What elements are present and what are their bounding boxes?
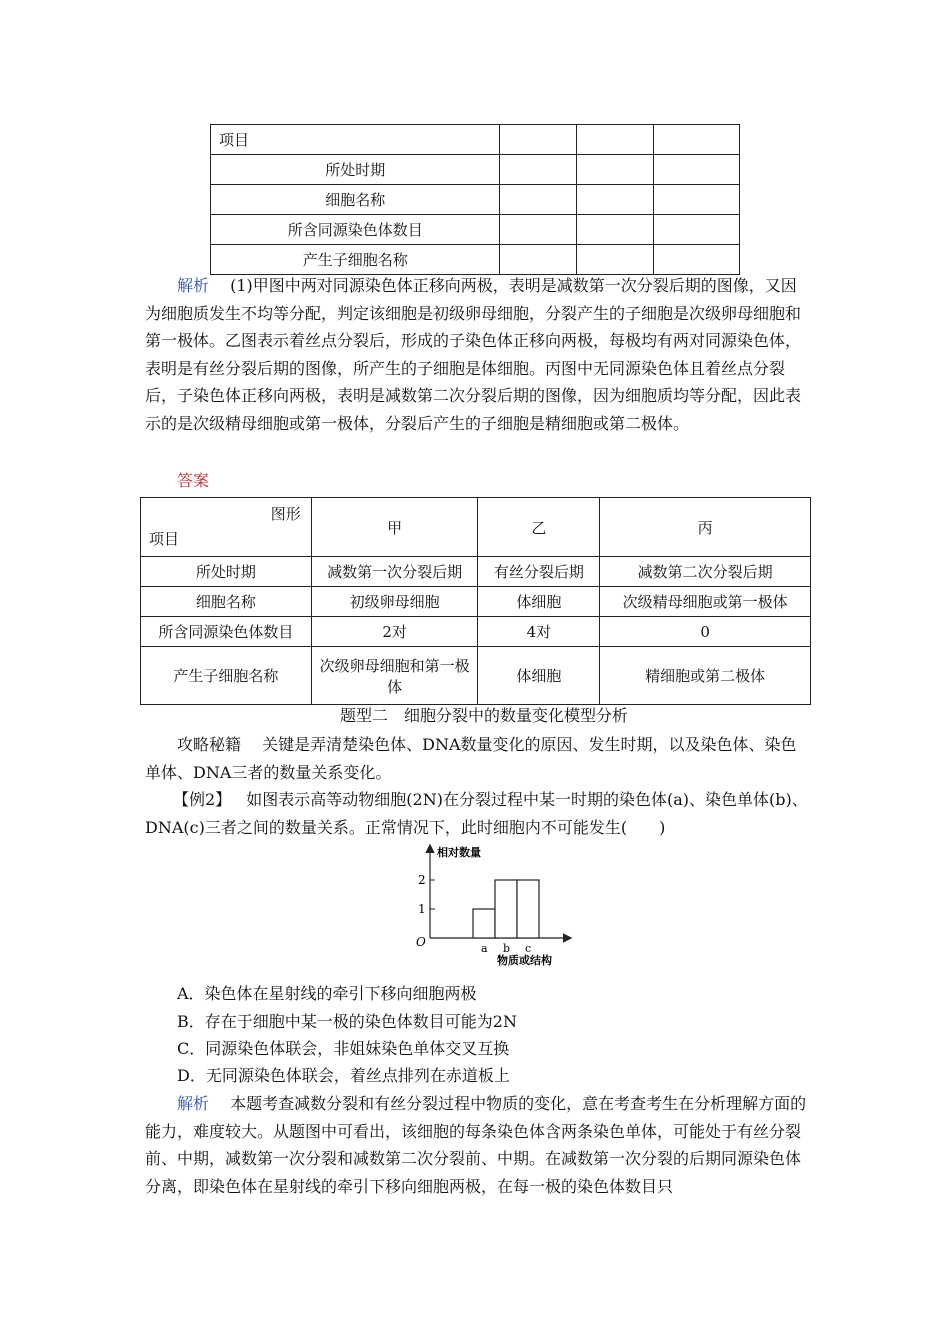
- table-cell: 精细胞或第二极体: [600, 647, 811, 705]
- table-cell: 次级卵母细胞和第一极体: [311, 647, 478, 705]
- table-cell: 有丝分裂后期: [478, 557, 600, 587]
- row-label: 产生子细胞名称: [141, 647, 312, 705]
- x-tick-label: b: [503, 942, 511, 955]
- row-label: 细胞名称: [141, 587, 312, 617]
- table-row: [211, 125, 740, 155]
- corner-cell: [141, 498, 312, 557]
- row-label: 所含同源染色体数目: [141, 617, 312, 647]
- table-cell: 体细胞: [478, 647, 600, 705]
- row-label: 细胞名称: [211, 185, 500, 215]
- table-cell: 0: [600, 617, 811, 647]
- table-row: [141, 647, 811, 705]
- empty-table: [210, 124, 740, 275]
- bar-c: [517, 880, 539, 938]
- strategy-text: 关键是弄清楚染色体、DNA数量变化的原因、发生时期，以及染色体、染色单体、DNA三者的数量关系变化。: [145, 735, 797, 782]
- strategy-label: 攻略秘籍: [177, 735, 242, 754]
- option-d: D．无同源染色体联会，着丝点排列在赤道板上: [177, 1066, 510, 1085]
- strategy-paragraph: [145, 731, 810, 786]
- option-a: A．染色体在星射线的牵引下移向细胞两极: [177, 984, 477, 1003]
- row-label: 所处时期: [211, 155, 500, 185]
- table-cell: 次级精母细胞或第一极体: [600, 587, 811, 617]
- row-label: 所处时期: [141, 557, 312, 587]
- table-row: [141, 617, 811, 647]
- y-tick-label: 2: [418, 873, 426, 887]
- x-tick-label: c: [525, 942, 532, 955]
- bar-chart: [405, 840, 585, 972]
- column-header: 甲: [311, 498, 478, 557]
- table-cell: 减数第一次分裂后期: [311, 557, 478, 587]
- analysis-label: 解析: [177, 1094, 210, 1113]
- bar-b: [495, 880, 517, 938]
- x-tick-label: a: [481, 942, 488, 955]
- answer-label: 答案: [177, 471, 210, 490]
- table-row: [211, 215, 740, 245]
- column-header: 丙: [600, 498, 811, 557]
- corner-bottom-label: 项目: [149, 530, 180, 548]
- example-paragraph: [145, 786, 810, 841]
- table-row: [211, 155, 740, 185]
- section-title: 题型二 细胞分裂中的数量变化模型分析: [340, 706, 629, 725]
- table-cell: 初级卵母细胞: [311, 587, 478, 617]
- bar-a: [473, 909, 495, 938]
- answer-table: [140, 497, 811, 705]
- analysis-paragraph-2: [145, 1090, 810, 1200]
- column-header: 乙: [478, 498, 600, 557]
- example-label: 【例2】: [173, 790, 232, 809]
- table-row: [141, 587, 811, 617]
- option-c: C．同源染色体联会，非姐妹染色单体交叉互换: [177, 1039, 510, 1058]
- table-cell: 4对: [478, 617, 600, 647]
- analysis-text: 本题考查减数分裂和有丝分裂过程中物质的变化，意在考查考生在分析理解方面的能力，难度较大。从题图中可看出，该细胞的每条染色体含两条染色单体，可能处于有丝分裂前、中期，减数第一次分裂和减数第二次分裂前、中期。在减数第一次分裂的后期同源染色体分离，即染色体在星射线的牵引下移向细胞两极，在每一极的染色体数目只: [145, 1094, 807, 1196]
- table-row: [211, 245, 740, 275]
- y-axis-label: 相对数量: [437, 846, 481, 859]
- table-cell: 减数第二次分裂后期: [600, 557, 811, 587]
- table-cell: 体细胞: [478, 587, 600, 617]
- option-b: B．存在于细胞中某一极的染色体数目可能为2N: [177, 1012, 517, 1031]
- origin-label: O: [416, 935, 426, 949]
- row-label: 所含同源染色体数目: [211, 215, 500, 245]
- row-label: 产生子细胞名称: [211, 245, 500, 275]
- analysis-label: 解析: [177, 276, 210, 295]
- analysis-text: (1)甲图中两对同源染色体正移向两极，表明是减数第一次分裂后期的图像，又因为细胞质发生不均等分配，判定该细胞是初级卵母细胞，分裂产生的子细胞是次级卵母细胞和第一极体。乙图表示着丝点分裂后，形成的子染色体正移向两极，每极均有两对同源染色体，表明是有丝分裂后期的图像，所产生的子细胞是体细胞。丙图中无同源染色体且着丝点分裂后，子染色体正移向两极，表明是减数第二次分裂后期的图像，因为细胞质均等分配，因此表示的是次级精母细胞或第一极体，分裂后产生的子细胞是精细胞或第二极体。: [145, 276, 802, 433]
- analysis-paragraph-1: [145, 272, 810, 437]
- table-cell: 2对: [311, 617, 478, 647]
- x-axis-label: 物质或结构: [497, 954, 552, 967]
- table-row: [211, 185, 740, 215]
- example-text: 如图表示高等动物细胞(2N)在分裂过程中某一时期的染色体(a)、染色单体(b)、DNA(c)三者之间的数量关系。正常情况下，此时细胞内不可能发生( ): [145, 790, 808, 837]
- table-row: [141, 557, 811, 587]
- table-header-cell: 项目: [211, 125, 500, 155]
- table-header-row: [141, 498, 811, 557]
- y-tick-label: 1: [418, 902, 426, 916]
- corner-top-label: 图形: [270, 505, 301, 523]
